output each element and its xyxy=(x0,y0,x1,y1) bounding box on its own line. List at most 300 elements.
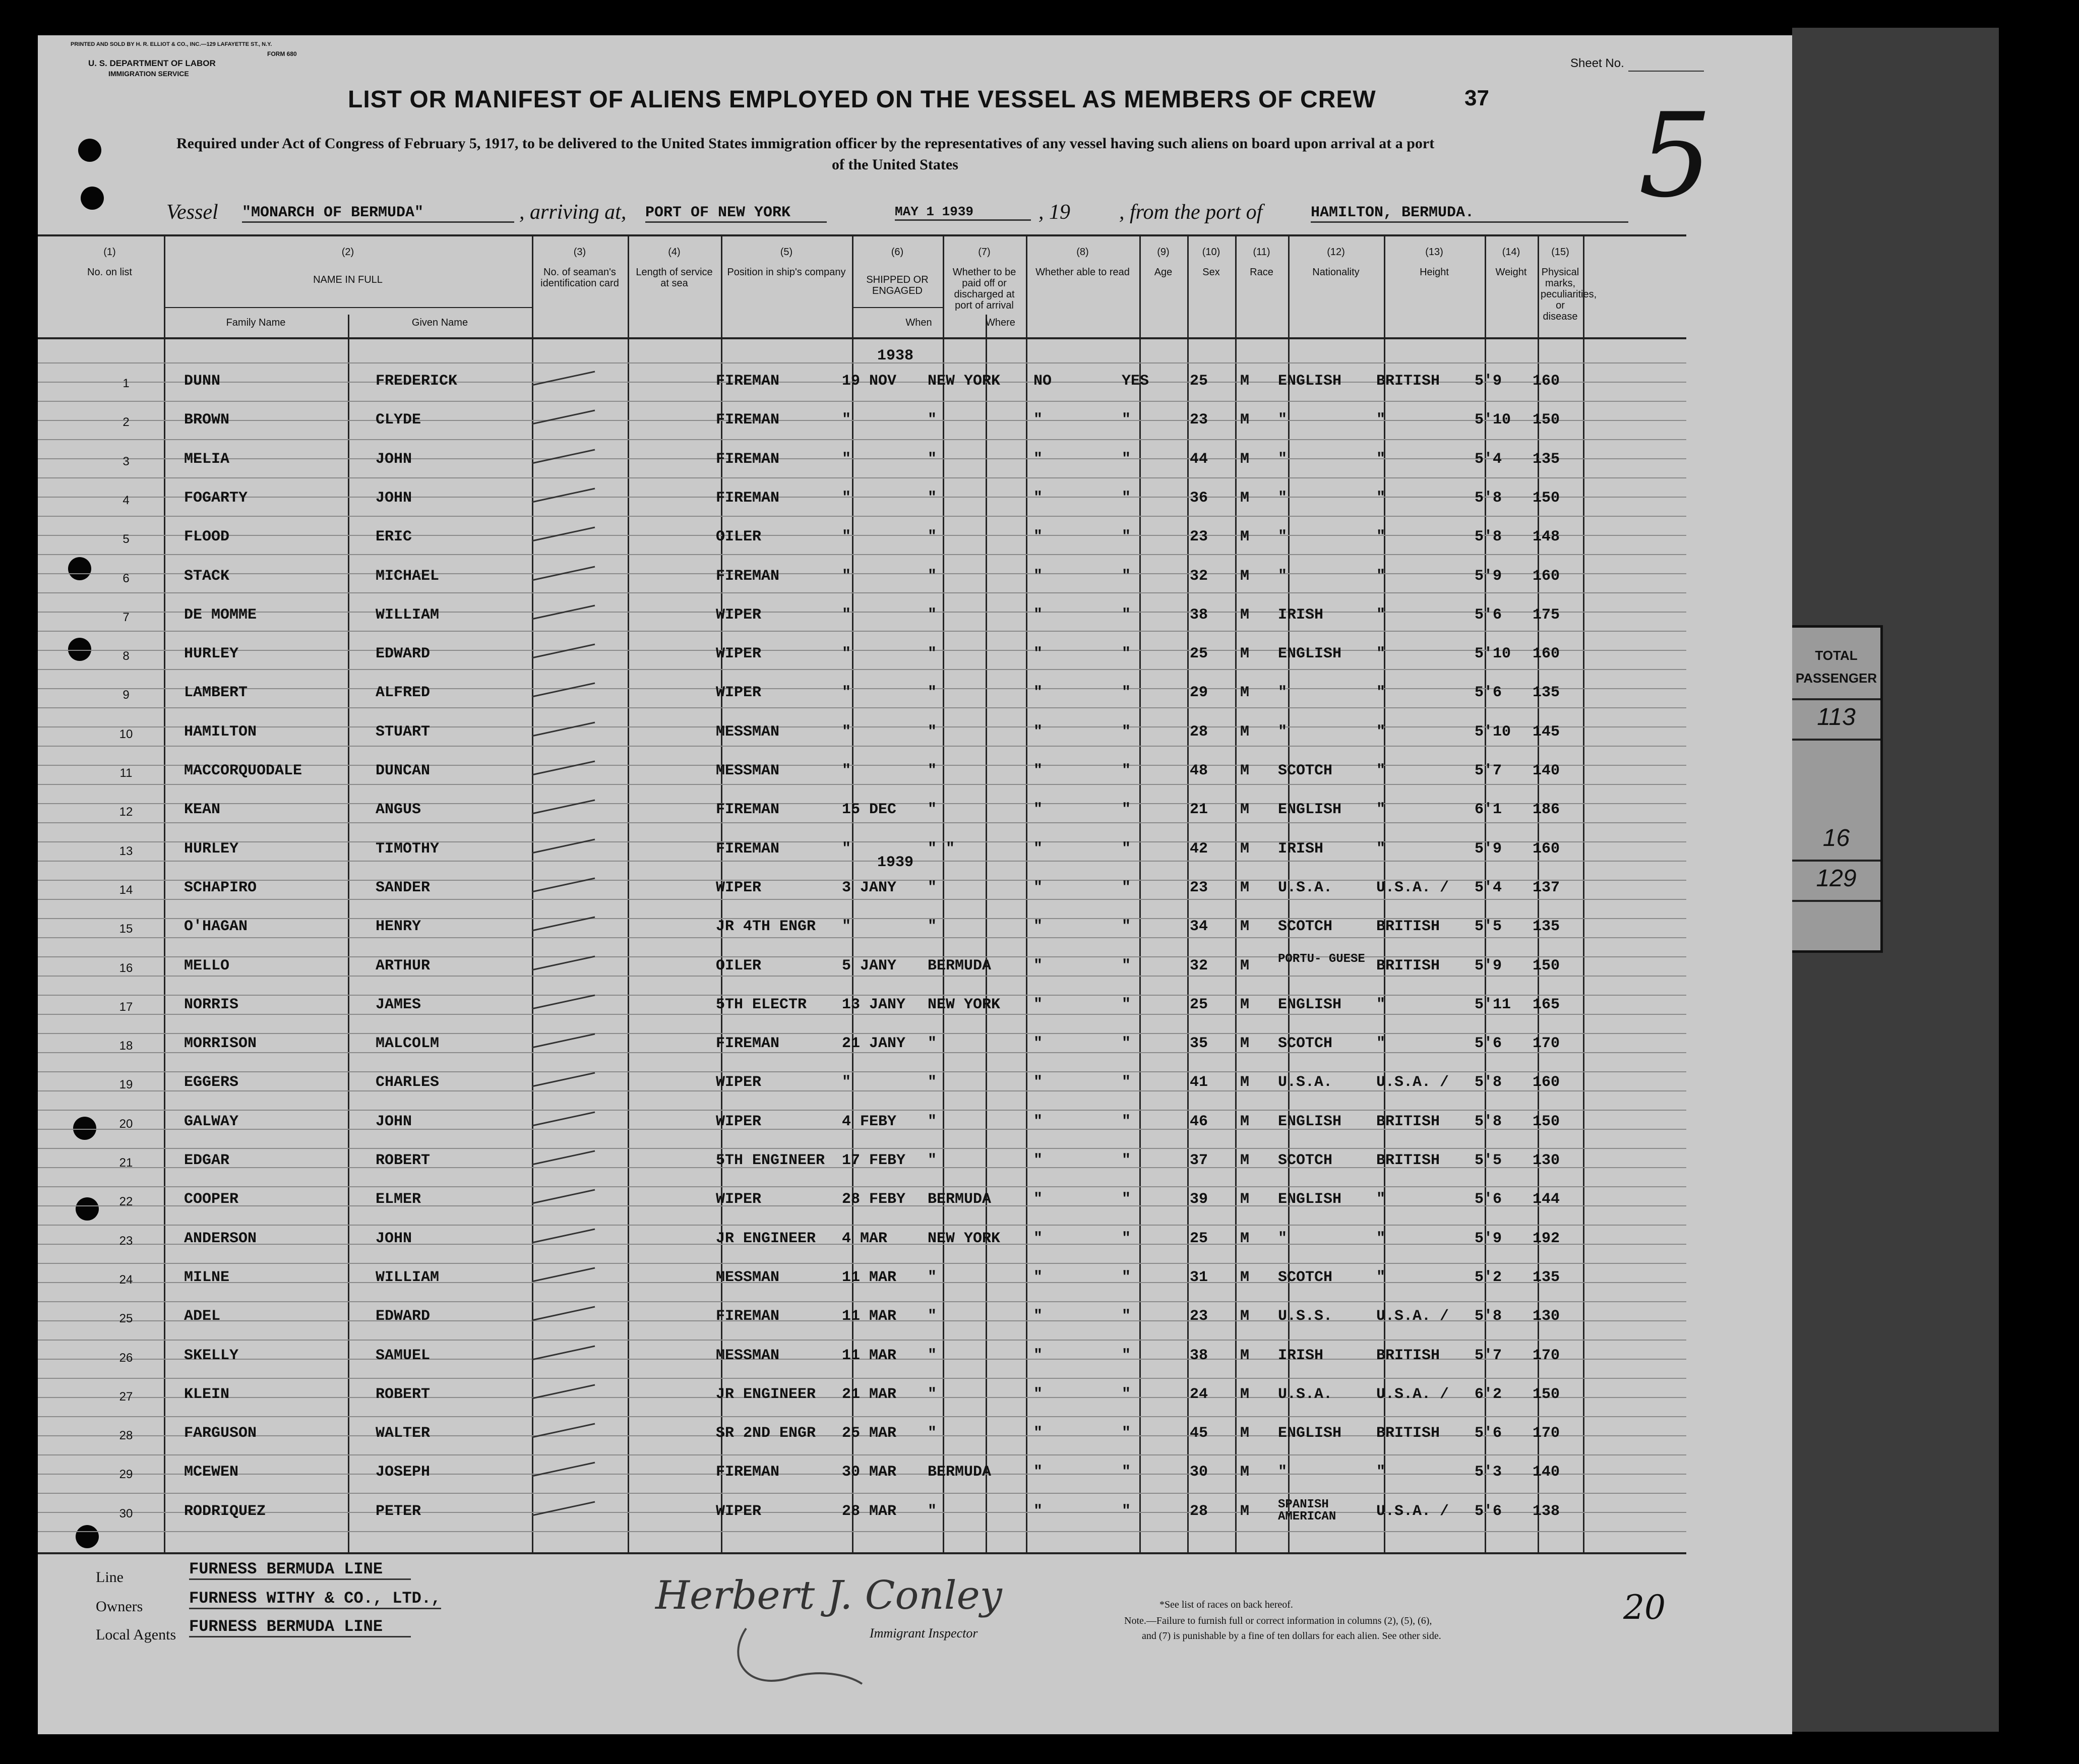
id-card-check-mark xyxy=(529,1225,600,1245)
cell-position: MESSMAN xyxy=(716,1268,780,1286)
cell-weight: 135 xyxy=(1533,684,1560,702)
ruled-line xyxy=(38,937,1686,938)
row-number: 11 xyxy=(119,766,133,780)
cell-nationality: " xyxy=(1376,1035,1386,1053)
cell-weight: 130 xyxy=(1533,1152,1560,1169)
cell-sex: M xyxy=(1240,1425,1250,1442)
row-number: 8 xyxy=(123,649,130,663)
binder-hole xyxy=(81,187,104,210)
cell-when: 3 JANY xyxy=(842,879,897,896)
ruled-line xyxy=(38,477,1686,478)
column-divider xyxy=(1139,236,1141,1552)
cell-position: FIREMAN xyxy=(716,1308,780,1325)
cell-weight: 160 xyxy=(1533,373,1560,390)
cell-where: " xyxy=(928,411,937,429)
cell-nationality: " xyxy=(1376,840,1386,858)
ruled-line xyxy=(38,707,1686,708)
cell-nationality: BRITISH xyxy=(1376,1347,1440,1364)
column-divider xyxy=(628,236,629,1552)
cell-given: DUNCAN xyxy=(376,762,431,779)
id-card-check-mark xyxy=(529,1147,600,1167)
column-number-4: (4) xyxy=(668,247,681,258)
ruled-line xyxy=(38,1148,1686,1149)
column-header-6: SHIPPED OR ENGAGED xyxy=(866,274,929,296)
id-card-check-mark xyxy=(529,1458,600,1479)
cell-read: " xyxy=(1122,762,1131,779)
cell-position: FIREMAN xyxy=(716,801,780,819)
row-number: 18 xyxy=(119,1039,133,1053)
ruled-line xyxy=(38,1263,1686,1264)
id-card-check-mark xyxy=(529,1264,600,1284)
cell-sex: M xyxy=(1240,840,1250,858)
cell-paid: " xyxy=(1033,528,1043,546)
ruled-line xyxy=(38,726,1686,727)
id-card-check-mark xyxy=(529,1069,600,1089)
column-number-8: (8) xyxy=(1076,247,1089,258)
cell-sex: M xyxy=(1240,450,1250,468)
cell-weight: 160 xyxy=(1533,840,1560,858)
column-divider xyxy=(943,236,944,1552)
cell-height: 5'9 xyxy=(1475,373,1502,390)
cell-where: " xyxy=(928,801,937,819)
cell-given: JOHN xyxy=(376,1230,412,1247)
sheet-label: Sheet No. xyxy=(1570,56,1624,70)
cell-read: " xyxy=(1122,957,1131,975)
cell-age: 41 xyxy=(1190,1074,1208,1091)
column-header-12: Nationality xyxy=(1312,267,1360,278)
cell-family: O'HAGAN xyxy=(184,918,248,936)
cell-age: 46 xyxy=(1190,1113,1208,1130)
name-subdivider xyxy=(348,315,349,1552)
column-number-9: (9) xyxy=(1157,247,1170,258)
cell-race: IRISH xyxy=(1278,1347,1324,1364)
cell-age: 21 xyxy=(1190,801,1208,819)
id-card-check-mark xyxy=(529,1186,600,1206)
fine-note-2: and (7) is punishable by a fine of ten dollars for each alien. See other side. xyxy=(1142,1630,1441,1641)
crew-manifest-table xyxy=(38,234,1686,1554)
inspector-label: Immigrant Inspector xyxy=(870,1626,978,1640)
ruled-line xyxy=(38,535,1686,536)
cell-given: ARTHUR xyxy=(376,957,431,975)
cell-family: MCEWEN xyxy=(184,1464,239,1481)
cell-age: 25 xyxy=(1190,1230,1208,1247)
ruled-line xyxy=(38,1110,1686,1111)
cell-read: " xyxy=(1122,1268,1131,1286)
cell-age: 30 xyxy=(1190,1464,1208,1481)
cell-paid: " xyxy=(1033,684,1043,702)
subheader-rule xyxy=(164,307,532,308)
cell-where: " xyxy=(928,1074,937,1091)
cell-when: 11 MAR xyxy=(842,1268,897,1286)
column-header-5: Position in ship's company xyxy=(727,267,846,278)
cell-position: FIREMAN xyxy=(716,567,780,585)
cell-paid: " xyxy=(1033,879,1043,896)
cell-position: FIREMAN xyxy=(716,840,780,858)
cell-race: " xyxy=(1278,723,1288,741)
ruled-line xyxy=(38,976,1686,977)
cell-nationality: BRITISH xyxy=(1376,918,1440,936)
cell-where: BERMUDA xyxy=(928,1191,992,1208)
column-number-1: (1) xyxy=(103,247,116,258)
cell-weight: 148 xyxy=(1533,528,1560,546)
id-card-check-mark xyxy=(529,640,600,660)
cell-height: 5'6 xyxy=(1475,1035,1502,1053)
cell-nationality: BRITISH xyxy=(1376,1425,1440,1442)
cell-weight: 135 xyxy=(1533,918,1560,936)
cell-read: " xyxy=(1122,1385,1131,1403)
cell-race: SCOTCH xyxy=(1278,1268,1333,1286)
cell-nationality: " xyxy=(1376,801,1386,819)
id-card-check-mark xyxy=(529,796,600,816)
cell-when: 28 FEBY xyxy=(842,1191,906,1208)
cell-position: FIREMAN xyxy=(716,373,780,390)
cell-family: MELLO xyxy=(184,957,230,975)
id-card-check-mark xyxy=(529,523,600,543)
cell-sex: M xyxy=(1240,996,1250,1013)
cell-when: 4 FEBY xyxy=(842,1113,897,1130)
ruled-line xyxy=(38,1071,1686,1072)
column-number-11: (11) xyxy=(1253,247,1270,258)
cell-family: MILNE xyxy=(184,1268,230,1286)
cell-age: 38 xyxy=(1190,606,1208,624)
cell-where: " xyxy=(928,1425,937,1442)
shipped-subdivider xyxy=(986,315,987,1552)
id-card-check-mark xyxy=(529,991,600,1011)
row-number: 1 xyxy=(123,377,130,390)
row-number: 10 xyxy=(119,727,133,741)
cell-age: 23 xyxy=(1190,1308,1208,1325)
cell-family: EGGERS xyxy=(184,1074,239,1091)
cell-read: " xyxy=(1122,450,1131,468)
arriving-label: , arriving at, xyxy=(519,201,627,224)
cell-where: " xyxy=(928,450,937,468)
row-number: 28 xyxy=(119,1429,133,1443)
cell-sex: M xyxy=(1240,1347,1250,1364)
row-number: 19 xyxy=(119,1078,133,1092)
column-subheader: Given Name xyxy=(411,317,468,328)
cell-when: " xyxy=(842,528,851,546)
cell-weight: 170 xyxy=(1533,1035,1560,1053)
cell-where: " xyxy=(928,684,937,702)
cell-height: 6'2 xyxy=(1475,1385,1502,1403)
cell-nationality: U.S.A. / xyxy=(1376,1074,1449,1091)
cell-height: 5'8 xyxy=(1475,1113,1502,1130)
cell-read: " xyxy=(1122,879,1131,896)
cell-weight: 140 xyxy=(1533,1464,1560,1481)
cell-position: WIPER xyxy=(716,684,762,702)
cell-weight: 160 xyxy=(1533,567,1560,585)
cell-height: 5'5 xyxy=(1475,1152,1502,1169)
cell-sex: M xyxy=(1240,918,1250,936)
cell-age: 39 xyxy=(1190,1191,1208,1208)
title-number: 37 xyxy=(1464,86,1489,110)
cell-race: SCOTCH xyxy=(1278,762,1333,779)
row-number: 7 xyxy=(123,610,130,624)
cell-given: SAMUEL xyxy=(376,1347,431,1364)
cell-race: IRISH xyxy=(1278,840,1324,858)
column-number-14: (14) xyxy=(1502,247,1520,258)
cell-read: " xyxy=(1122,645,1131,663)
cell-sex: M xyxy=(1240,1464,1250,1481)
sheet-number: 5 xyxy=(1638,89,1713,223)
cell-family: LAMBERT xyxy=(184,684,248,702)
ruled-line xyxy=(38,1416,1686,1417)
cell-nationality: " xyxy=(1376,762,1386,779)
cell-sex: M xyxy=(1240,411,1250,429)
cell-family: FOGARTY xyxy=(184,489,248,507)
id-card-check-mark xyxy=(529,446,600,466)
cell-height: 5'8 xyxy=(1475,1308,1502,1325)
cell-height: 5'4 xyxy=(1475,879,1502,896)
cell-read: " xyxy=(1122,489,1131,507)
cell-sex: M xyxy=(1240,567,1250,585)
column-subheader: When xyxy=(905,317,932,328)
vessel-name: "MONARCH OF BERMUDA" xyxy=(242,204,514,223)
cell-paid: " xyxy=(1033,1191,1043,1208)
cell-position: WIPER xyxy=(716,879,762,896)
service-name: IMMIGRATION SERVICE xyxy=(108,70,189,78)
cell-height: 5'6 xyxy=(1475,606,1502,624)
ruled-line xyxy=(38,592,1686,593)
cell-family: HAMILTON xyxy=(184,723,257,741)
column-divider xyxy=(1026,236,1027,1552)
cell-height: 5'6 xyxy=(1475,1425,1502,1442)
cell-position: JR 4TH ENGR xyxy=(716,918,816,936)
cell-paid: " xyxy=(1033,1385,1043,1403)
act-reference-line1: Required under Act of Congress of February 5, 1917, to be delivered to the United States immigration officer by the representatives of any vessel having such aliens on board upon arrival at a port xyxy=(176,135,1435,152)
cell-age: 48 xyxy=(1190,762,1208,779)
cell-sex: M xyxy=(1240,1385,1250,1403)
cell-height: 5'7 xyxy=(1475,1347,1502,1364)
cell-height: 5'5 xyxy=(1475,918,1502,936)
cell-where: " xyxy=(928,1268,937,1286)
tally-label-total: TOTAL xyxy=(1815,648,1858,663)
cell-position: MESSMAN xyxy=(716,762,780,779)
cell-where: " xyxy=(928,1385,937,1403)
cell-age: 44 xyxy=(1190,450,1208,468)
id-card-check-mark xyxy=(529,718,600,739)
cell-age: 25 xyxy=(1190,996,1208,1013)
ruled-line xyxy=(38,1454,1686,1455)
cell-where: " xyxy=(928,606,937,624)
cell-sex: M xyxy=(1240,1035,1250,1053)
cell-race: " xyxy=(1278,567,1288,585)
cell-family: MACCORQUODALE xyxy=(184,762,302,779)
cell-position: JR ENGINEER xyxy=(716,1385,816,1403)
cell-position: OILER xyxy=(716,528,762,546)
ruled-line xyxy=(38,401,1686,402)
cell-where: BERMUDA xyxy=(928,957,992,975)
cell-sex: M xyxy=(1240,957,1250,975)
cell-given: CLYDE xyxy=(376,411,421,429)
cell-sex: M xyxy=(1240,1308,1250,1325)
cell-given: SANDER xyxy=(376,879,431,896)
cell-age: 25 xyxy=(1190,645,1208,663)
cell-race: " xyxy=(1278,489,1288,507)
column-divider xyxy=(1235,236,1237,1552)
agents-value: FURNESS BERMUDA LINE xyxy=(189,1617,411,1637)
column-header-10: Sex xyxy=(1202,267,1220,278)
cell-weight: 150 xyxy=(1533,957,1560,975)
cell-nationality: " xyxy=(1376,528,1386,546)
cell-age: 28 xyxy=(1190,723,1208,741)
cell-where: " xyxy=(928,918,937,936)
sheet-line xyxy=(1628,71,1704,72)
cell-nationality: " xyxy=(1376,1230,1386,1247)
cell-given: JOHN xyxy=(376,489,412,507)
row-number: 26 xyxy=(119,1351,133,1365)
cell-nationality: " xyxy=(1376,723,1386,741)
ruled-line xyxy=(38,458,1686,459)
cell-weight: 160 xyxy=(1533,645,1560,663)
ruled-line xyxy=(38,439,1686,440)
cell-age: 37 xyxy=(1190,1152,1208,1169)
cell-weight: 135 xyxy=(1533,450,1560,468)
cell-where: " xyxy=(928,1308,937,1325)
cell-position: WIPER xyxy=(716,1502,762,1520)
column-number-13: (13) xyxy=(1425,247,1443,258)
cell-family: KLEIN xyxy=(184,1385,230,1403)
cell-family: NORRIS xyxy=(184,996,239,1013)
cell-weight: 140 xyxy=(1533,762,1560,779)
cell-age: 35 xyxy=(1190,1035,1208,1053)
cell-age: 31 xyxy=(1190,1268,1208,1286)
cell-where: " xyxy=(928,567,937,585)
cell-weight: 186 xyxy=(1533,801,1560,819)
cell-when: 30 MAR xyxy=(842,1464,897,1481)
cell-where: " xyxy=(928,528,937,546)
cell-position: WIPER xyxy=(716,1074,762,1091)
cell-family: DUNN xyxy=(184,373,221,390)
cell-position: FIREMAN xyxy=(716,411,780,429)
cell-paid: " xyxy=(1033,723,1043,741)
header-bottom-rule xyxy=(38,337,1686,339)
column-number-10: (10) xyxy=(1202,247,1220,258)
cell-nationality: BRITISH xyxy=(1376,373,1440,390)
cell-position: FIREMAN xyxy=(716,489,780,507)
cell-weight: 150 xyxy=(1533,489,1560,507)
row-number: 30 xyxy=(119,1506,133,1520)
cell-position: WIPER xyxy=(716,606,762,624)
cell-paid: " xyxy=(1033,606,1043,624)
id-card-check-mark xyxy=(529,563,600,583)
ruled-line xyxy=(38,822,1686,823)
cell-height: 5'10 xyxy=(1475,411,1511,429)
cell-family: HURLEY xyxy=(184,840,239,858)
cell-race: ENGLISH xyxy=(1278,996,1342,1013)
cell-family: GALWAY xyxy=(184,1113,239,1130)
cell-when: " xyxy=(842,645,851,663)
row-number: 29 xyxy=(119,1468,133,1482)
cell-when: 5 JANY xyxy=(842,957,897,975)
ruled-line xyxy=(38,688,1686,689)
cell-race: ENGLISH xyxy=(1278,1425,1342,1442)
cell-weight: 170 xyxy=(1533,1425,1560,1442)
cell-sex: M xyxy=(1240,723,1250,741)
cell-weight: 150 xyxy=(1533,1385,1560,1403)
ruled-line xyxy=(38,1378,1686,1379)
inspector-signature: Herbert J. Conley xyxy=(655,1573,1002,1618)
cell-when: " xyxy=(842,684,851,702)
cell-read: " xyxy=(1122,1308,1131,1325)
cell-family: ADEL xyxy=(184,1308,221,1325)
cell-when: " xyxy=(842,411,851,429)
id-card-check-mark xyxy=(529,1420,600,1440)
cell-where: NEW YORK xyxy=(928,373,1001,390)
row-number: 17 xyxy=(119,1000,133,1014)
cell-position: WIPER xyxy=(716,1113,762,1130)
cell-position: FIREMAN xyxy=(716,1035,780,1053)
cell-race: SPANISH AMERICAN xyxy=(1278,1497,1336,1524)
cell-when: 11 MAR xyxy=(842,1308,897,1325)
ruled-line xyxy=(38,1186,1686,1187)
column-number-3: (3) xyxy=(573,247,586,258)
cell-when: " xyxy=(842,450,851,468)
ruled-line xyxy=(38,612,1686,613)
cell-nationality: U.S.A. / xyxy=(1376,1502,1449,1520)
cell-sex: M xyxy=(1240,762,1250,779)
cell-when: 11 MAR xyxy=(842,1347,897,1364)
column-divider xyxy=(164,236,165,1552)
cell-read: " xyxy=(1122,1425,1131,1442)
cell-paid: " xyxy=(1033,1035,1043,1053)
cell-given: ALFRED xyxy=(376,684,431,702)
cell-sex: M xyxy=(1240,1230,1250,1247)
cell-paid: " xyxy=(1033,1502,1043,1520)
manifest-title: LIST OR MANIFEST OF ALIENS EMPLOYED ON THE VESSEL AS MEMBERS OF CREW xyxy=(348,86,1376,113)
ruled-line xyxy=(38,669,1686,670)
cell-height: 5'10 xyxy=(1475,645,1511,663)
cell-where: " xyxy=(928,879,937,896)
cell-read: " xyxy=(1122,918,1131,936)
cell-family: FARGUSON xyxy=(184,1425,257,1442)
cell-race: " xyxy=(1278,1464,1288,1481)
tally-value-3: 129 xyxy=(1792,865,1880,902)
cell-family: DE MOMME xyxy=(184,606,257,624)
cell-given: ROBERT xyxy=(376,1385,431,1403)
row-number: 23 xyxy=(119,1234,133,1248)
owners-value: FURNESS WITHY & CO., LTD., xyxy=(189,1589,441,1609)
cell-paid: " xyxy=(1033,918,1043,936)
cell-family: BROWN xyxy=(184,411,230,429)
row-number: 20 xyxy=(119,1117,133,1131)
column-header-2: NAME IN FULL xyxy=(313,274,383,285)
cell-weight: 192 xyxy=(1533,1230,1560,1247)
cell-weight: 170 xyxy=(1533,1347,1560,1364)
arrival-port: PORT OF NEW YORK xyxy=(645,204,827,223)
subheader-rule xyxy=(852,307,943,308)
cell-race: " xyxy=(1278,1230,1288,1247)
cell-where: " xyxy=(928,1502,937,1520)
row-number: 5 xyxy=(123,532,130,546)
cell-race: PORTU- GUESE xyxy=(1278,952,1365,966)
cell-given: JOHN xyxy=(376,1113,412,1130)
cell-given: JOHN xyxy=(376,450,412,468)
id-card-check-mark xyxy=(529,835,600,856)
id-card-check-mark xyxy=(529,368,600,388)
cell-paid: " xyxy=(1033,1464,1043,1481)
cell-family: SCHAPIRO xyxy=(184,879,257,896)
cell-given: ELMER xyxy=(376,1191,421,1208)
ruled-line xyxy=(38,516,1686,517)
cell-weight: 150 xyxy=(1533,411,1560,429)
ruled-line xyxy=(38,1531,1686,1532)
cell-age: 25 xyxy=(1190,373,1208,390)
signature-flourish xyxy=(716,1618,867,1694)
cell-race: ENGLISH xyxy=(1278,373,1342,390)
cell-when: " xyxy=(842,489,851,507)
cell-race: IRISH xyxy=(1278,606,1324,624)
